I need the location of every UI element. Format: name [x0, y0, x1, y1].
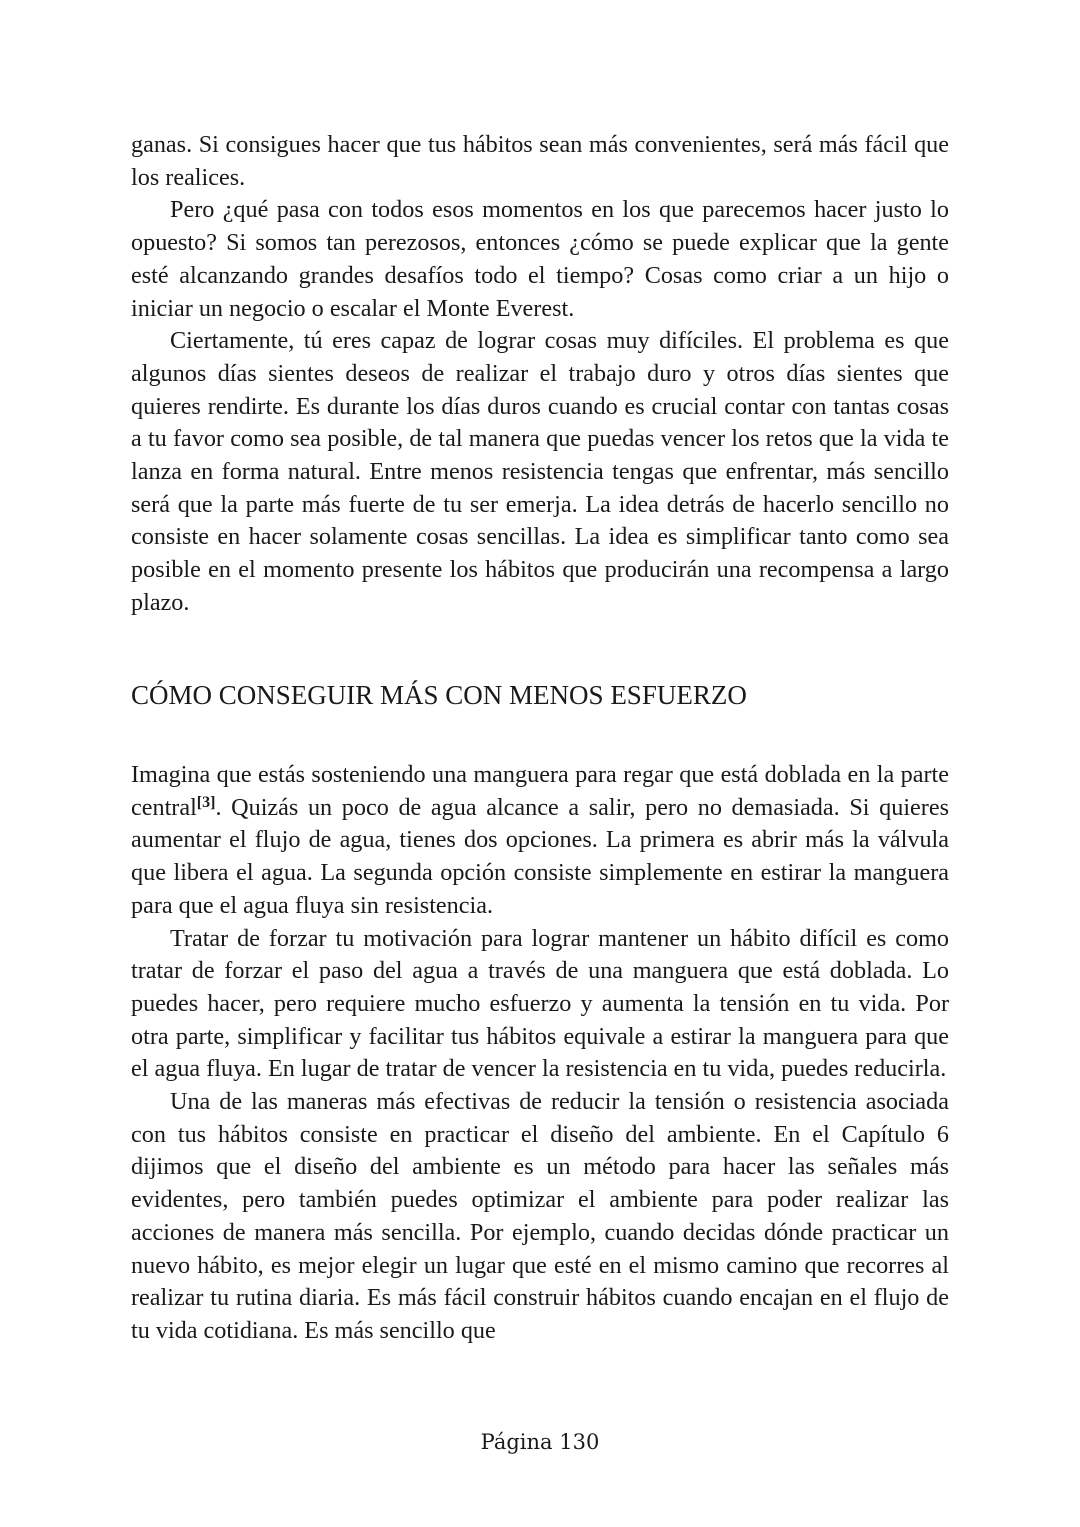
section-2-text [131, 759, 949, 1348]
paragraph-5: Tratar de forzar tu motivación para lograr mantener un hábito difícil es como tratar de forzar el paso del agua a través de una manguera que está doblada. Lo puedes hacer, pero requiere mucho esfuerzo y aumenta la tensión en tu vida. Por otra parte, simplificar y facilitar tus hábitos equivale a estirar la manguera para que el agua fluya. En lugar de tratar de vencer la resistencia en tu vida, puedes reducirla. [131, 924, 949, 1083]
section-1-text [131, 129, 949, 620]
page-number: Página 130 [480, 1430, 600, 1454]
paragraph-6: Una de las maneras más efectivas de reducir la tensión o resistencia asociada con tus hábitos consiste en practicar el diseño del ambiente. En el Capítulo 6 dijimos que el diseño del ambiente es un método para hacer las señales más evidentes, pero también puedes optimizar el ambiente para poder realizar las acciones de manera más sencilla. Por ejemplo, cuando decidas dónde practicar un nuevo hábito, es mejor elegir un lugar que esté en el mismo camino que recorres al realizar tu rutina diaria. Es más fácil construir hábitos cuando encajan en el flujo de tu vida cotidiana. Es más sencillo que [131, 1088, 949, 1344]
section-heading: CÓMO CONSEGUIR MÁS CON MENOS ESFUERZO [131, 680, 747, 710]
paragraph-2: Pero ¿qué pasa con todos esos momentos en los que parecemos hacer justo lo opuesto? Si somos tan perezosos, entonces ¿cómo se puede explicar que la gente esté alcanzando grandes desafíos todo el tiempo? Cosas como criar a un hijo o iniciar un negocio o escalar el Monte Everest. [131, 196, 949, 322]
paragraph-3: Ciertamente, tú eres capaz de lograr cosas muy difíciles. El problema es que algunos días sientes deseos de realizar el trabajo duro y otros días sientes que quieres rendirte. Es durante los días duros cuando es crucial contar con tantas cosas a tu favor como sea posible, de tal manera que puedas vencer los retos que la vida te lanza en forma natural. Entre menos resistencia tengas que enfrentar, más sencillo será que la parte más fuerte de tu ser emerja. La idea detrás de hacerlo sencillo no consiste en hacer solamente cosas sencillas. La idea es simplificar tanto como sea posible en el momento presente los hábitos que producirán una recompensa a largo plazo. [131, 327, 949, 616]
paragraph-4-text-b: . Quizás un poco de agua alcance a salir, pero no demasiada. Si quieres aumentar el flujo de agua, tienes dos opciones. La primera es abrir más la válvula que libera el agua. La segunda opción consiste simplemente en estirar la manguera para que el agua fluya sin resistencia. [131, 793, 949, 919]
paragraph-4-text-a: Imagina que estás sosteniendo una manguera para regar que está doblada en la parte central [131, 761, 949, 821]
paragraph-1: ganas. Si consigues hacer que tus hábitos sean más convenientes, será más fácil que los realices. [131, 131, 949, 191]
paragraph-4 [131, 759, 949, 923]
footnote-reference-link[interactable]: [3] [196, 793, 216, 811]
